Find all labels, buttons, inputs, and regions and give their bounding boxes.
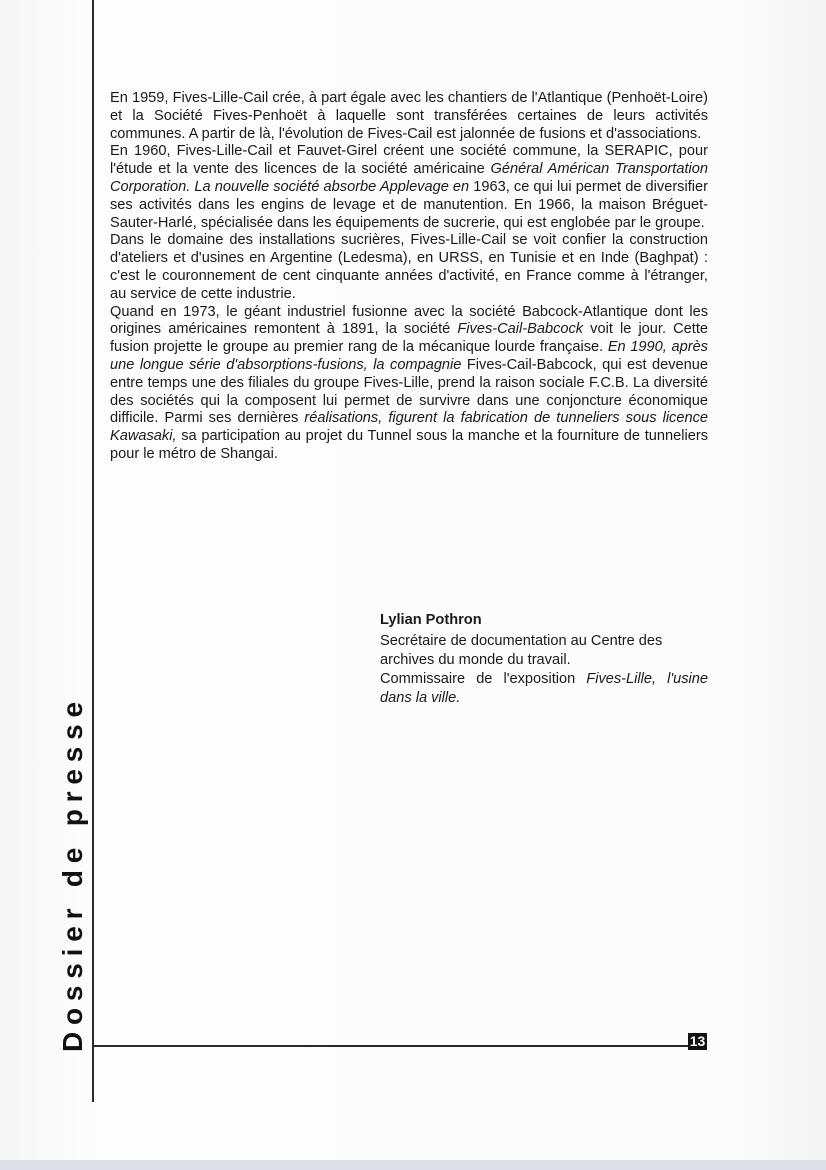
page-number: 13: [689, 1033, 706, 1049]
paragraph-1973-part-b: voit le jour. Cette fusion projette le groupe au premier rang de la mécanique lourde française.: [110, 321, 708, 356]
author-name: Lylian Pothron: [380, 612, 482, 628]
paragraph-1973: [110, 304, 708, 464]
footer-rule: [92, 1045, 688, 1047]
paragraph-1973-italic-2: En 1990, après une longue série d'absorptions-fusions, la compagnie: [110, 339, 708, 373]
article-body: [110, 90, 708, 464]
author-commissaire: [380, 670, 708, 708]
paragraph-1960-part-b: 1963, ce qui lui permet de diversifier ses activités dans les engins de levage et de manutention. En 1966, la maison Bréguet-Sauter-Harlé, spécialisée dans les équipements de sucrerie, qui est englobée par le groupe.: [110, 178, 708, 231]
commissaire-prefix: Commissaire de l'exposition: [380, 671, 587, 687]
exhibition-title: Fives-Lille, l'usine dans la ville.: [380, 671, 708, 706]
paragraph-1960-italic: Général Américan Transportation Corporation. La nouvelle société absorbe Applevage en: [110, 161, 708, 195]
paragraph-sucrerie: Dans le domaine des installations sucrières, Fives-Lille-Cail se voit confier la construction d'ateliers et d'usines en Argentine (Ledesma), en URSS, en Tunisie et en Inde (Baghpat) : c'est le couronnement de cent cinquante années d'activité, en France comme à l'étranger, au service de cette industrie.: [110, 232, 708, 302]
paragraph-1973-part-a: Quand en 1973, le géant industriel fusionne avec la société Babcock-Atlantique dont les origines américaines remontent à 1891, la société: [110, 303, 708, 338]
vertical-section-title: Dossier de presse: [57, 695, 88, 1052]
paragraph-1973-part-c: Fives-Cail-Babcock, qui est devenue entre temps une des filiales du groupe Fives-Lille, prend la raison sociale F.C.B. La diversité des sociétés qui la composent lui permet de survivre dans une conjoncture économique difficile. Parmi ses dernières: [110, 356, 708, 427]
paragraph-1973-italic-3: réalisations, figurent la fabrication de tunneliers sous licence Kawasaki,: [110, 410, 709, 445]
paragraph-1973-part-d: sa participation au projet du Tunnel sous la manche et la fourniture de tunneliers pour le métro de Shangai.: [110, 428, 708, 462]
author-role: Secrétaire de documentation au Centre des archives du monde du travail.: [380, 633, 663, 668]
paragraph-1960-part-a: En 1960, Fives-Lille-Cail et Fauvet-Girel créent une société commune, la SERAPIC, pour l'étude et la vente des licences de la société américaine: [110, 143, 708, 178]
author-signature: [380, 611, 708, 708]
paragraph-1973-italic-1: Fives-Cail-Babcock: [457, 321, 584, 338]
left-margin-rule: [92, 0, 94, 1102]
paragraph-1959: En 1959, Fives-Lille-Cail crée, à part égale avec les chantiers de l'Atlantique (Penhoët-Loire) et la Société Fives-Penhoët à laquelle sont transférées certaines de leurs activités communes. A partir de là, l'évolution de Fives-Cail est jalonnée de fusions et d'associations.: [110, 90, 708, 142]
scan-edge: [0, 1160, 826, 1170]
paragraph-1960: [110, 143, 708, 232]
